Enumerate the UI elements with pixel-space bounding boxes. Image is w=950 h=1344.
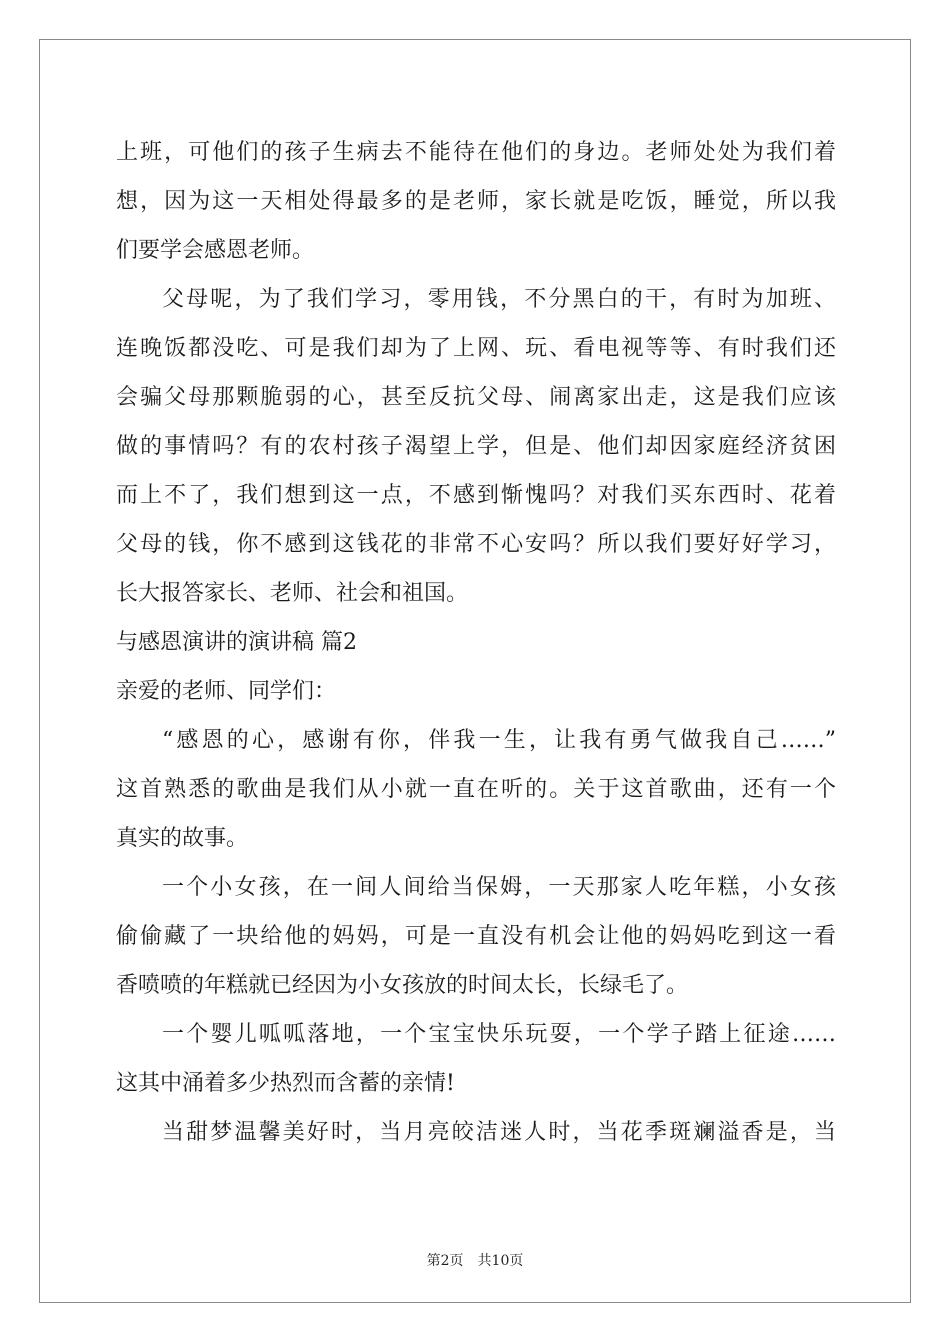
- text-line: 长大报答家长、老师、社会和祖国。: [116, 581, 469, 606]
- text-line: 连晚饭都没吃、可是我们却为了上网、玩、看电视等等、有时我们还: [116, 336, 836, 361]
- text-line: 上班，可他们的孩子生病去不能待在他们的身边。老师处处为我们着: [116, 140, 836, 165]
- text-line: 这首熟悉的歌曲是我们从小就一直在听的。关于这首歌曲，还有一个: [116, 777, 836, 802]
- text-line: 父母呢，为了我们学习，零用钱，不分黑白的干，有时为加班、: [162, 287, 836, 312]
- text-line: “感恩的心，感谢有你，伴我一生，让我有勇气做我自己……”: [162, 728, 836, 753]
- text-line: 会骗父母那颗脆弱的心，甚至反抗父母、闹离家出走，这是我们应该: [116, 385, 836, 410]
- text-line: 一个婴儿呱呱落地，一个宝宝快乐玩耍，一个学子踏上征途……: [162, 1022, 836, 1047]
- text-line: 当甜梦温馨美好时，当月亮皎洁迷人时，当花季斑斓溢香是，当: [162, 1120, 836, 1145]
- salutation: 亲爱的老师、同学们：: [116, 679, 337, 704]
- text-line: 这其中涌着多少热烈而含蓄的亲情!: [116, 1071, 455, 1096]
- text-line: 想，因为这一天相处得最多的是老师，家长就是吃饭，睡觉，所以我: [116, 189, 836, 214]
- text-line: 偷偷藏了一块给他的妈妈，可是一直没有机会让他的妈妈吃到这一看: [116, 924, 836, 949]
- page-number: 第2页: [426, 1253, 464, 1269]
- text-line: 父母的钱，你不感到这钱花的非常不心安吗？所以我们要好好学习，: [116, 532, 836, 557]
- text-line: 做的事情吗？有的农村孩子渴望上学，但是、他们却因家庭经济贫困: [116, 434, 836, 459]
- text-line: 香喷喷的年糕就已经因为小女孩放的时间太长，长绿毛了。: [116, 973, 689, 998]
- text-line: 而上不了，我们想到这一点，不感到惭愧吗？对我们买东西时、花着: [116, 483, 836, 508]
- page-footer: [0, 1250, 950, 1270]
- document-body: [116, 128, 836, 1157]
- text-line: 们要学会感恩老师。: [116, 238, 315, 263]
- page-total: 共10页: [477, 1253, 524, 1269]
- text-line: 一个小女孩，在一间人间给当保姆，一天那家人吃年糕，小女孩: [162, 875, 836, 900]
- text-line: 真实的故事。: [116, 826, 249, 851]
- section-heading: 与感恩演讲的演讲稿 篇2: [116, 630, 357, 655]
